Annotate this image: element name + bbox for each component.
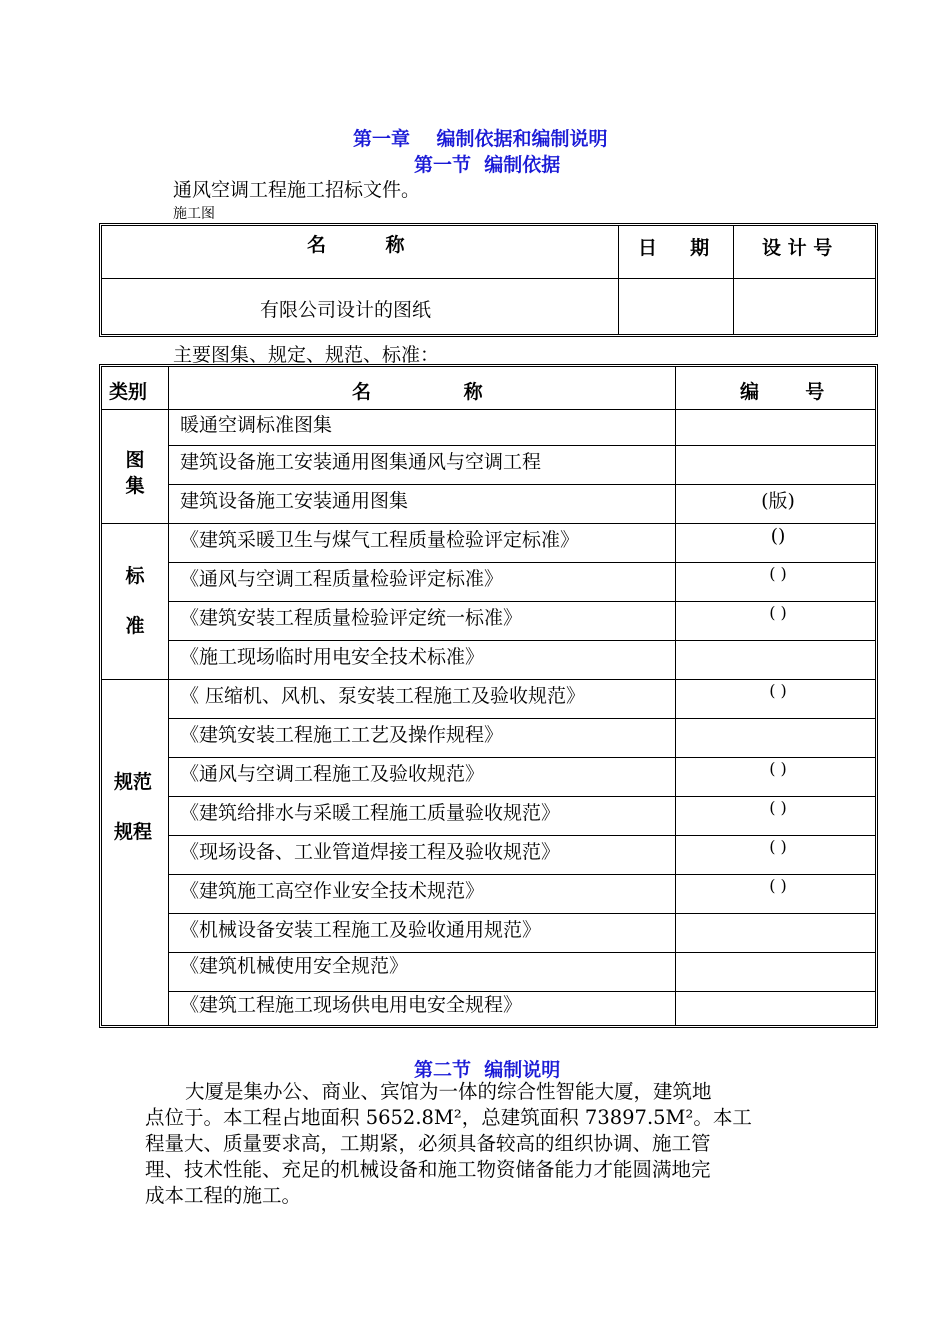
list-item: 建筑设备施工安装通用图集通风与空调工程 [180, 451, 542, 473]
header-date: 日 期 [638, 237, 710, 259]
section2-title: 第二节 编制说明 [414, 1059, 561, 1081]
paragraph-line: 程量大、质量要求高，工期紧，必须具备较高的组织协调、施工管 [145, 1132, 711, 1155]
category-standard-2: 准 [125, 615, 145, 637]
item-standards-list: 主要图集、规定、规范、标准： [173, 344, 440, 366]
category-atlas-1: 图 [125, 449, 145, 471]
code-cell: (版) [761, 490, 795, 512]
list-item: 《施工现场临时用电安全技术标准》 [180, 646, 485, 668]
list-item: 《建筑机械使用安全规范》 [180, 955, 409, 977]
chapter-title: 第一章 编制依据和编制说明 [353, 128, 608, 150]
description-paragraph [145, 1079, 807, 1209]
header-code: 编 号 [740, 381, 825, 403]
code-cell: ( ) [769, 876, 787, 895]
list-item: 《建筑工程施工现场供电用电安全规程》 [180, 994, 523, 1016]
list-item: 《建筑施工高空作业安全技术规范》 [180, 880, 485, 902]
list-item: 《通风与空调工程质量检验评定标准》 [180, 568, 504, 590]
list-item: 《建筑安装工程质量检验评定统一标准》 [180, 607, 523, 629]
list-item: 《现场设备、工业管道焊接工程及验收规范》 [180, 841, 561, 863]
category-atlas-2: 集 [125, 475, 145, 497]
header-category: 类别 [109, 381, 148, 403]
list-item: 《建筑给排水与采暖工程施工质量验收规范》 [180, 802, 561, 824]
code-cell: ( ) [769, 681, 787, 700]
paragraph-line: 理、技术性能、充足的机械设备和施工物资储备能力才能圆满地完 [145, 1158, 711, 1181]
category-code-1: 规范 [113, 771, 152, 793]
item-drawings: 施工图 [173, 206, 215, 222]
header-name: 名 称 [352, 381, 483, 403]
list-item: 《建筑安装工程施工工艺及操作规程》 [180, 724, 504, 746]
header-name: 名 称 [307, 234, 405, 256]
list-item: 《 压缩机、风机、泵安装工程施工及验收规范》 [180, 685, 586, 707]
drawings-cell: 有限公司设计的图纸 [260, 299, 432, 321]
drawings-table [99, 223, 878, 337]
list-item: 《建筑采暖卫生与煤气工程质量检验评定标准》 [180, 529, 580, 551]
code-cell: ( ) [769, 798, 787, 817]
code-cell: ( ) [769, 564, 787, 583]
paragraph-line: 大厦是集办公、商业、宾馆为一体的综合性智能大厦，建筑地 [185, 1080, 712, 1103]
section1-title: 第一节 编制依据 [414, 154, 561, 176]
category-standard-1: 标 [125, 565, 145, 587]
list-item: 《通风与空调工程施工及验收规范》 [180, 763, 485, 785]
list-item: 《机械设备安装工程施工及验收通用规范》 [180, 919, 542, 941]
code-cell: ( ) [769, 603, 787, 622]
list-item: 暖通空调标准图集 [180, 414, 333, 436]
header-design-number: 设 计 号 [762, 237, 833, 259]
list-item: 建筑设备施工安装通用图集 [180, 490, 409, 512]
code-cell: ( ) [769, 759, 787, 778]
paragraph-line: 成本工程的施工。 [145, 1184, 302, 1207]
category-code-2: 规程 [113, 821, 152, 843]
item-tender-docs: 通风空调工程施工招标文件。 [173, 179, 421, 201]
standards-table [99, 364, 878, 1028]
code-cell: ( ) [769, 837, 787, 856]
code-cell: () [770, 525, 786, 547]
paragraph-line: 点位于。本工程占地面积 5652.8M²，总建筑面积 73897.5M²。本工 [145, 1106, 752, 1129]
